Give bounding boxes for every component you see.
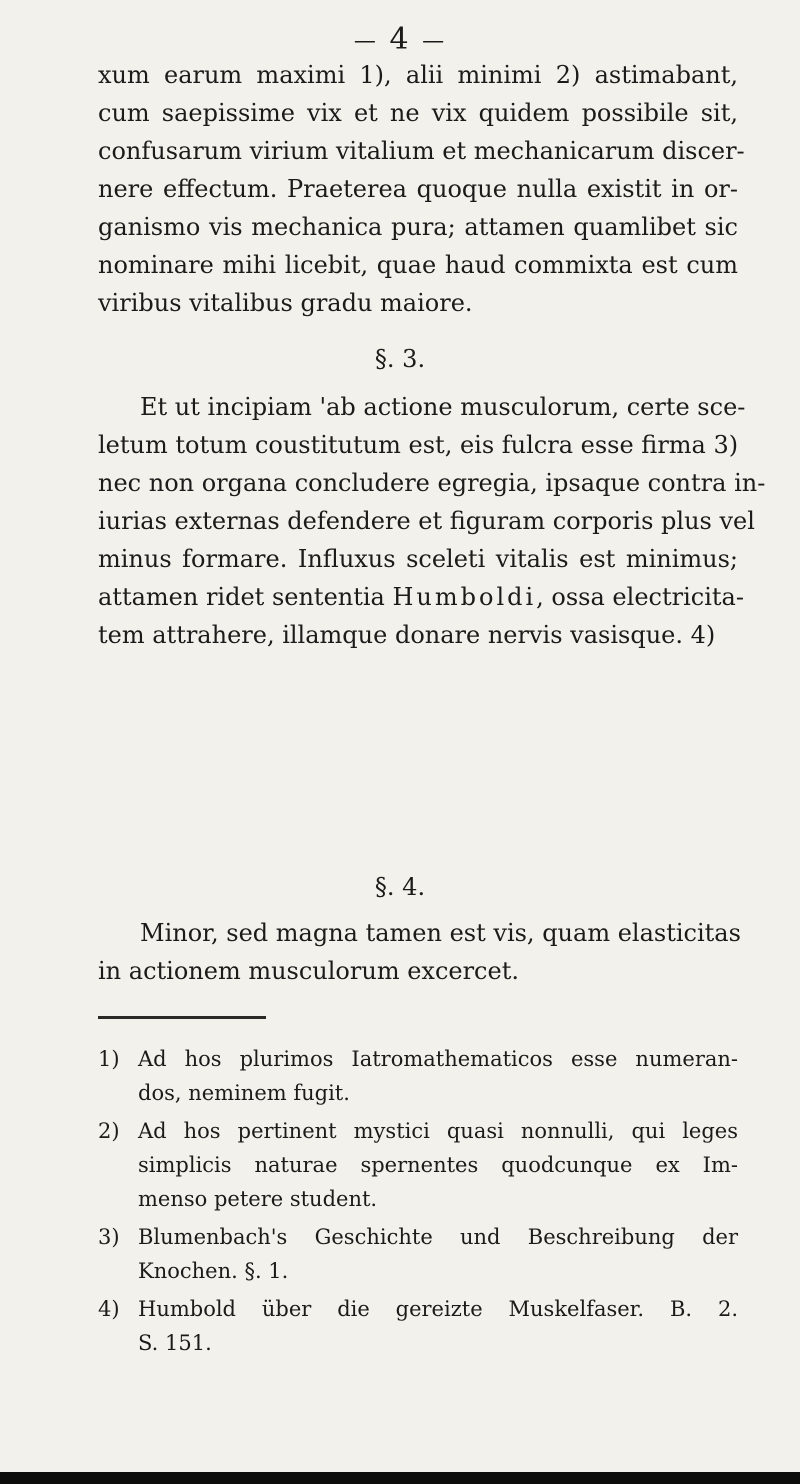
- page-number: 4: [389, 22, 411, 57]
- footnote-line: Ad hos pertinent mystici quasi nonnulli, qui leges: [138, 1119, 738, 1143]
- text-line: letum totum coustitutum est, eis fulcra esse firma 3): [98, 431, 739, 459]
- header-dash-left: —: [353, 28, 378, 54]
- text-line: ganismo vis mechanica pura; attamen quamlibet sic: [98, 213, 738, 241]
- footnote-line: dos, neminem fugit.: [138, 1081, 350, 1105]
- spaced-author-name: Humboldi: [392, 583, 537, 611]
- text-line: minus formare. Influxus sceleti vitalis est minimus;: [98, 545, 738, 573]
- footnote-number: 4): [98, 1297, 120, 1321]
- page-header: [0, 22, 800, 57]
- footnote-number: 1): [98, 1047, 120, 1071]
- text-line: tem attrahere, illamque donare nervis vasisque. 4): [98, 621, 716, 649]
- text-line: attamen ridet sententia Humboldi, ossa electricita-: [98, 583, 744, 611]
- footnote-line: Humbold über die gereizte Muskelfaser. B. 2.: [138, 1297, 738, 1321]
- footnote-3: [98, 1220, 738, 1288]
- text-line: in actionem musculorum excercet.: [98, 957, 519, 985]
- header-dash-right: —: [422, 28, 447, 54]
- footnote-2: [98, 1114, 738, 1216]
- section-3-body: [98, 388, 766, 654]
- footnote-line: Ad hos plurimos Iatromathematicos esse numeran-: [138, 1047, 738, 1071]
- text-line: nere effectum. Praeterea quoque nulla existit in or-: [98, 175, 738, 203]
- footnote-rule: [98, 1016, 266, 1019]
- footnote-1: [98, 1042, 738, 1110]
- section-heading-4: §. 4.: [374, 873, 426, 901]
- text-line: cum saepissime vix et ne vix quidem possibile sit,: [98, 99, 738, 127]
- text-line: viribus vitalibus gradu maiore.: [98, 289, 473, 317]
- footnote-number: 3): [98, 1225, 120, 1249]
- paragraph-1: [98, 56, 745, 322]
- scan-edge-bar: [0, 1472, 800, 1484]
- text-line: Et ut incipiam 'ab actione musculorum, certe sce-: [140, 393, 746, 421]
- footnote-number: 2): [98, 1119, 120, 1143]
- footnotes: [98, 1042, 738, 1360]
- footnote-line: Knochen. §. 1.: [138, 1259, 289, 1283]
- footnote-line: menso petere student.: [138, 1187, 378, 1211]
- footnote-line: simplicis naturae spernentes quodcunque ex Im-: [138, 1153, 738, 1177]
- section-heading-3: §. 3.: [374, 345, 426, 373]
- footnote-4: [98, 1292, 738, 1360]
- section-4-body: [98, 914, 741, 990]
- text-line: confusarum virium vitalium et mechanicarum discer-: [98, 137, 745, 165]
- text-line: iurias externas defendere et figuram corporis plus vel: [98, 507, 755, 535]
- text-line: nec non organa concludere egregia, ipsaque contra in-: [98, 469, 766, 497]
- text-line: Minor, sed magna tamen est vis, quam elasticitas: [140, 919, 741, 947]
- text-line: xum earum maximi 1), alii minimi 2) astimabant,: [98, 61, 738, 89]
- footnote-line: Blumenbach's Geschichte und Beschreibung der: [138, 1225, 738, 1249]
- footnote-line: S. 151.: [138, 1331, 212, 1355]
- text-line: nominare mihi licebit, quae haud commixta est cum: [98, 251, 738, 279]
